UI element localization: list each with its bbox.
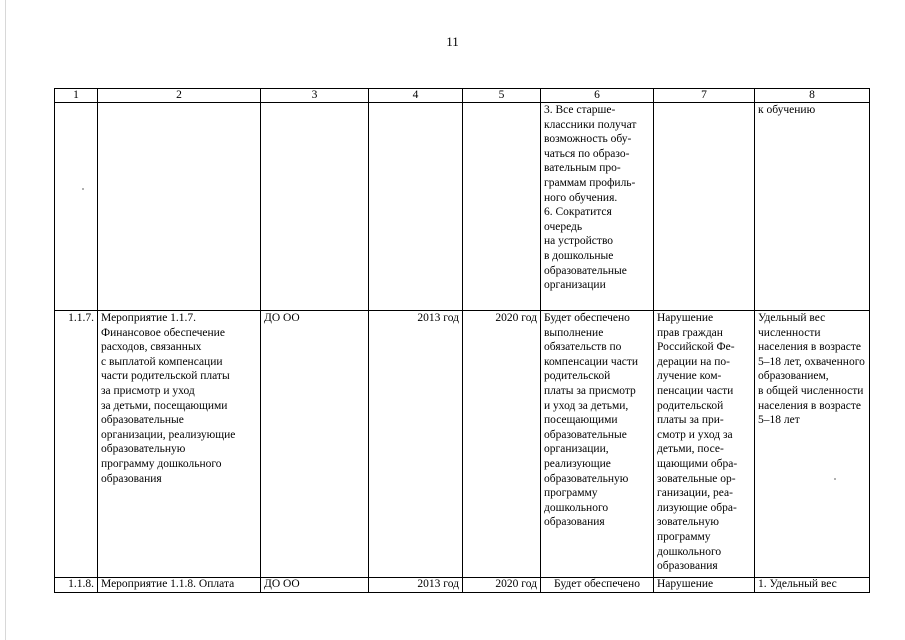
table-cell — [654, 311, 755, 578]
column-header: 4 — [369, 89, 463, 103]
cell-text-line: образовательные — [544, 428, 627, 441]
table-cell — [55, 578, 98, 593]
cell-text-line: Будет обеспечено — [554, 578, 640, 590]
cell-text-line: 2013 год — [417, 578, 459, 590]
cell-text-line: 1.1.7. — [68, 312, 94, 324]
table-cell — [55, 311, 98, 578]
table-cell — [369, 311, 463, 578]
cell-text-line: программу — [544, 487, 598, 500]
cell-text-line: реализующие — [544, 457, 611, 470]
column-header: 8 — [755, 89, 870, 103]
table-cell — [755, 311, 870, 578]
table-cell — [55, 103, 98, 311]
cell-text-line: 2013 год — [417, 312, 459, 324]
table-cell — [463, 578, 541, 593]
cell-text-line: детьми, посе- — [657, 443, 724, 456]
cell-text-line: образовательную — [101, 443, 186, 456]
cell-text-line: населения в возрасте — [758, 341, 861, 354]
cell-text-line: 5–18 лет — [758, 414, 800, 427]
cell-text-line: в общей численности — [758, 384, 864, 397]
cell-text-line: зовательные ор- — [657, 472, 736, 485]
table-row — [55, 311, 870, 578]
cell-text-line: посещающими — [544, 414, 618, 427]
scan-speck — [834, 478, 836, 480]
cell-text-line: образованием, — [758, 370, 829, 383]
cell-text-line: платы за при- — [657, 414, 724, 427]
cell-text-line: Российской Фе- — [657, 341, 735, 354]
cell-text-line: компенсации части — [544, 355, 639, 368]
cell-text-line: организации, — [544, 443, 609, 456]
cell-text-line: образования — [101, 472, 162, 485]
cell-text-line: зовательную — [657, 516, 719, 529]
cell-text-line: ДО ОО — [264, 578, 300, 590]
table-cell — [654, 578, 755, 593]
cell-text-line: 1. Удельный вес — [758, 578, 837, 590]
table-row — [55, 103, 870, 311]
cell-text-line: выполнение — [544, 326, 604, 339]
cell-text-line: 2020 год — [495, 312, 537, 324]
cell-text-line: расходов, связанных — [101, 341, 202, 354]
cell-text-line: дошкольного — [544, 501, 609, 514]
cell-text-line: возможность обу- — [544, 133, 632, 146]
table-cell — [98, 103, 261, 311]
cell-text-line: образовательную — [544, 472, 629, 485]
cell-text-line: Нарушение — [657, 312, 714, 324]
cell-text-line: чаться по образо- — [544, 147, 630, 160]
column-header: 1 — [55, 89, 98, 103]
table-cell — [654, 103, 755, 311]
scan-speck — [82, 188, 84, 190]
cell-text-line: классники получат — [544, 118, 637, 131]
cell-text-line: платы за присмотр — [544, 384, 636, 397]
cell-text-line: лизующие обра- — [657, 501, 737, 514]
table-cell — [98, 578, 261, 593]
table-cell — [755, 103, 870, 311]
cell-text-line: 6. Сократится — [544, 206, 612, 219]
cell-text-line: ДО ОО — [264, 312, 300, 324]
column-header: 5 — [463, 89, 541, 103]
cell-text-line: щающими обра- — [657, 457, 738, 470]
cell-text-line: населения в возрасте — [758, 399, 861, 412]
cell-text-line: ганизации, реа- — [657, 487, 733, 500]
scan-edge-line — [5, 0, 6, 640]
cell-text-line: 1.1.8. — [68, 578, 94, 590]
table-cell — [261, 311, 369, 578]
cell-text-line: вательным про- — [544, 162, 621, 175]
cell-text-line: за присмотр и уход — [101, 384, 195, 397]
table-cell — [369, 578, 463, 593]
cell-text-line: Мероприятие 1.1.8. Оплата — [101, 578, 235, 590]
cell-text-line: образовательные — [544, 264, 627, 277]
cell-text-line: смотр и уход за — [657, 428, 733, 441]
table-cell — [261, 578, 369, 593]
cell-text-line: Нарушение — [657, 578, 714, 590]
cell-text-line: части родительской платы — [101, 370, 230, 383]
cell-text-line: Будет обеспечено — [544, 312, 630, 324]
table-cell — [541, 311, 654, 578]
cell-text-line: лучение ком- — [657, 370, 722, 383]
cell-text-line: родительской — [657, 399, 724, 412]
table-cell — [98, 311, 261, 578]
page-number: 11 — [446, 34, 459, 49]
cell-text-line: Финансовое обеспечение — [101, 326, 225, 339]
cell-text-line: численности — [758, 326, 821, 339]
column-header: 3 — [261, 89, 369, 103]
cell-text-line: программу — [657, 530, 711, 543]
cell-text-line: в дошкольные — [544, 249, 614, 262]
cell-text-line: 5–18 лет, охваченного — [758, 355, 865, 368]
cell-text-line: на устройство — [544, 235, 614, 248]
cell-text-line: организации — [544, 279, 606, 292]
cell-text-line: 3. Все старше- — [544, 104, 616, 116]
cell-text-line: дерации на по- — [657, 355, 731, 368]
table-row — [55, 578, 870, 593]
table-cell — [369, 103, 463, 311]
cell-text-line: прав граждан — [657, 326, 723, 339]
cell-text-line: обязательств по — [544, 341, 622, 354]
cell-text-line: образовательные — [101, 414, 184, 427]
cell-text-line: и уход за детьми, — [544, 399, 629, 412]
table-cell — [463, 311, 541, 578]
cell-text-line: пенсации части — [657, 384, 734, 397]
cell-text-line: родительской — [544, 370, 611, 383]
table-cell — [755, 578, 870, 593]
column-header: 2 — [98, 89, 261, 103]
cell-text-line: за детьми, посещающими — [101, 399, 228, 412]
cell-text-line: 2020 год — [495, 578, 537, 590]
cell-text-line: ного обучения. — [544, 191, 618, 204]
column-header: 6 — [541, 89, 654, 103]
table-cell — [261, 103, 369, 311]
column-header: 7 — [654, 89, 755, 103]
cell-text-line: очередь — [544, 220, 583, 233]
cell-text-line: организации, реализующие — [101, 428, 236, 441]
cell-text-line: Мероприятие 1.1.7. — [101, 312, 197, 324]
cell-text-line: образования — [657, 560, 718, 573]
header-row — [55, 89, 870, 103]
table-cell — [541, 578, 654, 593]
cell-text-line: Удельный вес — [758, 312, 826, 324]
cell-text-line: программу дошкольного — [101, 457, 222, 470]
measures-table — [54, 88, 870, 593]
cell-text-line: граммам профиль- — [544, 176, 636, 189]
cell-text-line: образования — [544, 516, 605, 529]
cell-text-line: с выплатой компенсации — [101, 355, 223, 368]
cell-text-line: к обучению — [758, 104, 816, 116]
table-cell — [463, 103, 541, 311]
table-cell — [541, 103, 654, 311]
cell-text-line: дошкольного — [657, 545, 722, 558]
